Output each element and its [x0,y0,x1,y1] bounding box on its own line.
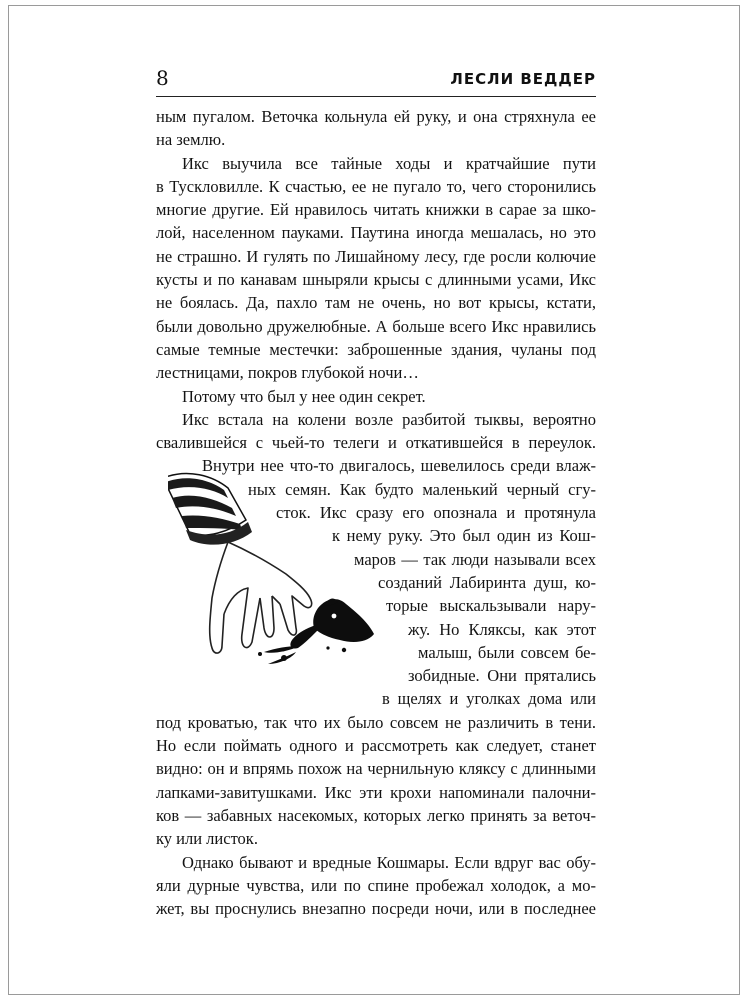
text-line: ков — забавных насекомых, которых легко принять за веточ- [156,805,596,825]
text-line: были довольно дружелюбные. А больше всего Икс нравились [156,316,596,336]
text-line: Однако бывают и вредные Кошмары. Если вдруг вас обу- [182,852,596,872]
author-name: ЛЕСЛИ ВЕДДЕР [450,70,596,88]
text-line: Икс встала на колени возле разбитой тыквы, вероятно [182,409,596,429]
text-line: к нему руку. Это был один из Кош- [332,526,596,546]
text-line: в щелях и уголках дома или [382,689,596,709]
text-line: Но если поймать одного и рассмотреть как следует, станет [156,736,596,756]
text-line: лестницами, покров глубокой ночи… [156,363,419,383]
text-line: не боялась. Да, пахло там не очень, но вот крысы, кстати, [156,293,596,313]
text-line: лой, населенном пауками. Паутина иногда мешалась, но это [156,223,596,243]
inkblot-creature-icon [258,599,374,664]
text-line: малыш, были совсем бе- [418,642,596,662]
text-line: маров — так люди называли всех [354,549,596,569]
text-line: созданий Лабиринта душ, ко- [378,572,596,592]
running-header [156,64,596,92]
page-number: 8 [156,66,169,90]
text-line: свалившейся с чьей-то телеги и откатившейся в переулок. [156,433,596,453]
text-line: на землю. [156,130,226,150]
text-line: жет, вы проснулись внезапно посреди ночи, или в последнее [156,899,596,919]
text-line: торые выскальзывали нару- [386,596,596,616]
text-line: под кроватью, так что их было совсем не различить в тени. [156,712,596,732]
creature-eye-icon [332,614,337,619]
text-line: многие другие. Ей нравилось читать книжки в сарае за шко- [156,200,596,220]
text-line: жу. Но Кляксы, как этот [408,619,596,639]
striped-sleeve-icon [168,473,252,544]
text-line: яли дурные чувства, или по спине пробежал холодок, а мо- [156,875,596,895]
text-line: ных семян. Как будто маленький черный сгу- [248,479,596,499]
text-line: ку или листок. [156,829,258,849]
hand-and-inkblot-illustration [168,458,398,698]
text-line: зобидные. Они прятались [408,666,596,686]
text-line: в Тускловилле. К счастью, ее не пугало то, чего сторонились [156,176,596,196]
text-line: видно: он и впрямь похож на чернильную кляксу с длинными [156,759,596,779]
text-line: самые темные местечки: заброшенные здания, чуланы под [156,339,596,359]
text-line: ным пугалом. Веточка кольнула ей руку, и она стряхнула ее [156,107,596,126]
text-line: лапками-завитушками. Икс эти крохи напоминали палочни- [156,782,596,802]
text-line: Внутри нее что-то двигалось, шевелилось среди влаж- [202,456,596,476]
header-rule [156,96,596,97]
text-line: Икс выучила все тайные ходы и кратчайшие пути [182,153,596,173]
text-line: Потому что был у нее один секрет. [182,386,426,406]
text-line: кусты и по канавам шныряли крысы с длинными усами, Икс [156,270,596,290]
text-line: сток. Икс сразу его опознала и протянула [276,503,596,523]
text-line: не страшно. И гулять по Лишайному лесу, где росли колючие [156,246,596,266]
